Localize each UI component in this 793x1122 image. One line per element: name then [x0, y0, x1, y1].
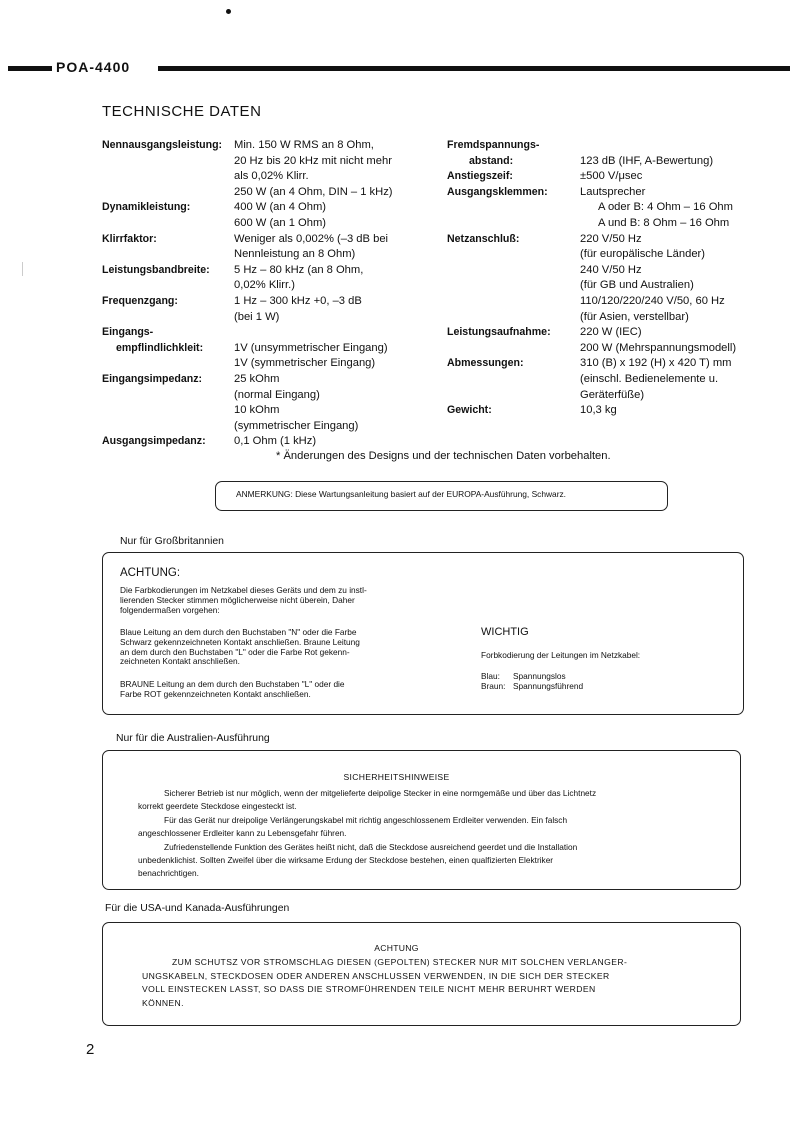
spec-value: 0,02% Klirr.) — [234, 279, 295, 292]
spec-left-labels — [102, 138, 222, 450]
spec-value: (für Asien, verstellbar) — [580, 310, 689, 323]
spec-value: 200 W (Mehrspannungsmodell) — [580, 341, 737, 354]
spec-label: abstand: — [469, 154, 514, 167]
spec-value: 310 (B) x 192 (H) x 420 T) mm — [580, 357, 732, 370]
spec-value: 20 Hz bis 20 kHz mit nicht mehr — [234, 154, 392, 167]
spec-label: Ausgangsimpedanz: — [102, 435, 206, 448]
spec-value: 220 W (IEC) — [580, 326, 642, 339]
us-box-title: ACHTUNG — [374, 943, 419, 953]
gb-section-title: Nur für Großbritannien — [120, 536, 224, 547]
text-line: lierenden Stecker stimmen möglicherweise nicht überein, Daher — [120, 594, 355, 605]
spec-value: 220 V/50 Hz — [580, 232, 642, 245]
gb-brown-para — [120, 680, 345, 700]
text-line: Für das Gerät nur dreipolige Verlängerungskabel mit richtig angeschlossenem Erdleiter verwenden. Ein falsch — [164, 814, 568, 825]
spec-label: Klirrfaktor: — [102, 232, 157, 245]
spec-value: (für GB und Australien) — [580, 279, 694, 292]
spec-label: Nennausgangsleistung: — [102, 139, 223, 151]
spec-value: 0,1 Ohm (1 kHz) — [234, 435, 317, 448]
spec-value: 5 Hz – 80 kHz (an 8 Ohm, — [234, 263, 364, 276]
spec-label: Leistungsbandbreite: — [102, 263, 210, 276]
au-section-title: Nur für die Australien-Ausführung — [116, 733, 270, 744]
spec-label: Eingangs- — [102, 326, 154, 339]
au-box-title: SICHERHEITSHINWEISE — [343, 772, 450, 782]
text-line: folgendermaßen vorgehen: — [120, 604, 220, 615]
spec-right-values — [580, 138, 736, 419]
text-line: Zufriedenstellende Funktion des Gerätes heißt nicht, daß die Steckdose ausreichend geerdet und die Installation — [164, 841, 578, 852]
spec-value: (symmetrischer Eingang) — [234, 419, 359, 432]
gb-blue-para — [120, 628, 360, 667]
spec-value: ±500 V/μsec — [580, 170, 643, 183]
page-number: 2 — [86, 1041, 95, 1058]
spec-value: (für europälische Länder) — [580, 248, 705, 261]
gb-wichtig-sub: Forbkodierung der Leitungen im Netzkabel: — [481, 650, 641, 660]
spec-label: Anstiegszeif: — [447, 170, 513, 183]
spec-value: (normal Eingang) — [234, 388, 320, 401]
anmerkung-text: ANMERKUNG: Diese Wartungsanleitung basiert auf der EUROPA-Ausführung, Schwarz. — [236, 489, 567, 499]
spec-label: Fremdspannungs- — [447, 139, 540, 151]
text-line: KÖNNEN. — [142, 997, 184, 1008]
spec-value: A oder B: 4 Ohm – 16 Ohm — [598, 201, 733, 214]
text-line: Farbe ROT gekennzeichneten Kontakt anschließen. — [120, 688, 311, 699]
header-rule-left — [8, 66, 52, 71]
code-row — [481, 682, 583, 692]
code-color: Blau: — [481, 671, 500, 681]
code-meaning: Spannungslos — [513, 671, 566, 681]
text-line: Die Farbkodierungen im Netzkabel dieses Geräts und dem zu instl- — [120, 585, 367, 595]
spec-value: 1 Hz – 300 kHz +0, –3 dB — [234, 294, 362, 307]
text-line: Blaue Leitung an dem durch den Buchstaben "N" oder die Farbe — [120, 627, 357, 637]
code-meaning: Spannungsführend — [513, 680, 584, 691]
gb-achtung-title: ACHTUNG: — [120, 567, 181, 579]
spec-value: Lautsprecher — [580, 185, 646, 198]
text-line: unbedenklichist. Sollten Zweifel über die wirksame Erdung der Steckdose bestehen, einen qualfizierten Elektriker — [138, 855, 554, 866]
text-line: Sicherer Betrieb ist nur möglich, wenn der mitgelieferte deipolige Stecker in eine normgemäße und über das Lichtnetz — [164, 788, 597, 798]
text-line: ZUM SCHUTSZ VOR STROMSCHLAG DIESEN (GEPOLTEN) STECKER NUR MIT SOLCHEN VERLANGER- — [172, 957, 628, 967]
spec-value: 123 dB (IHF, A-Bewertung) — [580, 154, 714, 167]
spec-value: Geräterfüße) — [580, 388, 645, 401]
spec-value: 1V (symmetrischer Eingang) — [234, 357, 376, 370]
text-line: angeschlossener Erdleiter kann zu Lebensgefahr führen. — [138, 828, 347, 839]
text-line: zeichneten Kontakt anschließen. — [120, 656, 240, 667]
model-name: POA-4400 — [56, 59, 131, 75]
gb-wichtig-title: WICHTIG — [481, 626, 529, 638]
spec-value: 400 W (an 4 Ohm) — [234, 201, 327, 214]
text-line: BRAUNE Leitung an dem durch den Buchstaben "L" oder die — [120, 679, 345, 689]
us-section-title: Für die USA-und Kanada-Ausführungen — [105, 903, 290, 914]
us-box-text — [142, 956, 739, 1010]
spec-value: 110/120/220/240 V/50, 60 Hz — [580, 294, 725, 307]
dot-mark — [226, 9, 231, 14]
spec-value: 10 kOhm — [234, 404, 280, 417]
spec-value: Weniger als 0,002% (–3 dB bei — [234, 232, 389, 245]
header-rule-right — [158, 66, 790, 71]
spec-value: als 0,02% Klirr. — [234, 170, 309, 183]
gb-color-codes — [481, 672, 583, 692]
spec-label: Leistungsaufnahme: — [447, 326, 551, 339]
spec-value: 240 V/50 Hz — [580, 263, 642, 276]
spec-right-labels — [447, 138, 551, 419]
text-line: VOLL EINSTECKEN LASST, SO DASS DIE STROMFÜHRENDEN TEILE NICHT MEHR BERUHRT WERDEN — [142, 984, 596, 995]
text-line: korrekt geerdete Steckdose eingesteckt ist. — [138, 801, 297, 812]
spec-label: Ausgangsklemmen: — [447, 185, 548, 198]
page-title: TECHNISCHE DATEN — [102, 103, 262, 120]
margin-mark — [22, 262, 23, 276]
spec-label: Frequenzgang: — [102, 294, 178, 307]
spec-value: (einschl. Bedienelemente u. — [580, 372, 719, 385]
spec-value: Min. 150 W RMS an 8 Ohm, — [234, 139, 374, 151]
text-line: an dem durch den Buchstaben "L" oder die Farbe Rot gekenn- — [120, 646, 350, 657]
spec-value: 10,3 kg — [580, 404, 617, 417]
spec-label: Dynamikleistung: — [102, 201, 191, 214]
spec-value — [234, 325, 393, 341]
disclaimer-note: * Änderungen des Designs und der technischen Daten vorbehalten. — [276, 450, 611, 462]
gb-achtung-intro — [120, 586, 367, 615]
spec-value — [580, 138, 736, 154]
code-color: Braun: — [481, 680, 506, 691]
spec-label: Netzanschluß: — [447, 232, 520, 245]
spec-value: Nennleistung an 8 Ohm) — [234, 248, 356, 261]
spec-left-values — [234, 138, 393, 450]
spec-value: (bei 1 W) — [234, 310, 280, 323]
spec-value: 600 W (an 1 Ohm) — [234, 216, 327, 229]
spec-value: 25 kOhm — [234, 372, 280, 385]
spec-label: Gewicht: — [447, 404, 492, 417]
spec-label: empflindlichkleit: — [116, 341, 204, 354]
spec-value: 1V (unsymmetrischer Eingang) — [234, 341, 388, 354]
spec-value: A und B: 8 Ohm – 16 Ohm — [598, 216, 730, 229]
text-line: benachrichtigen. — [138, 868, 199, 879]
spec-label: Eingangsimpedanz: — [102, 372, 203, 385]
au-box-text — [138, 787, 735, 881]
text-line: UNGSKABELN, STECKDOSEN ODER ANDEREN ANSCHLUSSEN VERWENDEN, IN DIE SICH DER STECKER — [142, 970, 610, 981]
spec-value: 250 W (an 4 Ohm, DIN – 1 kHz) — [234, 185, 393, 198]
text-line: Schwarz gekennzeichneten Kontakt anschließen. Braune Leitung — [120, 636, 360, 647]
spec-label: Abmessungen: — [447, 357, 524, 370]
